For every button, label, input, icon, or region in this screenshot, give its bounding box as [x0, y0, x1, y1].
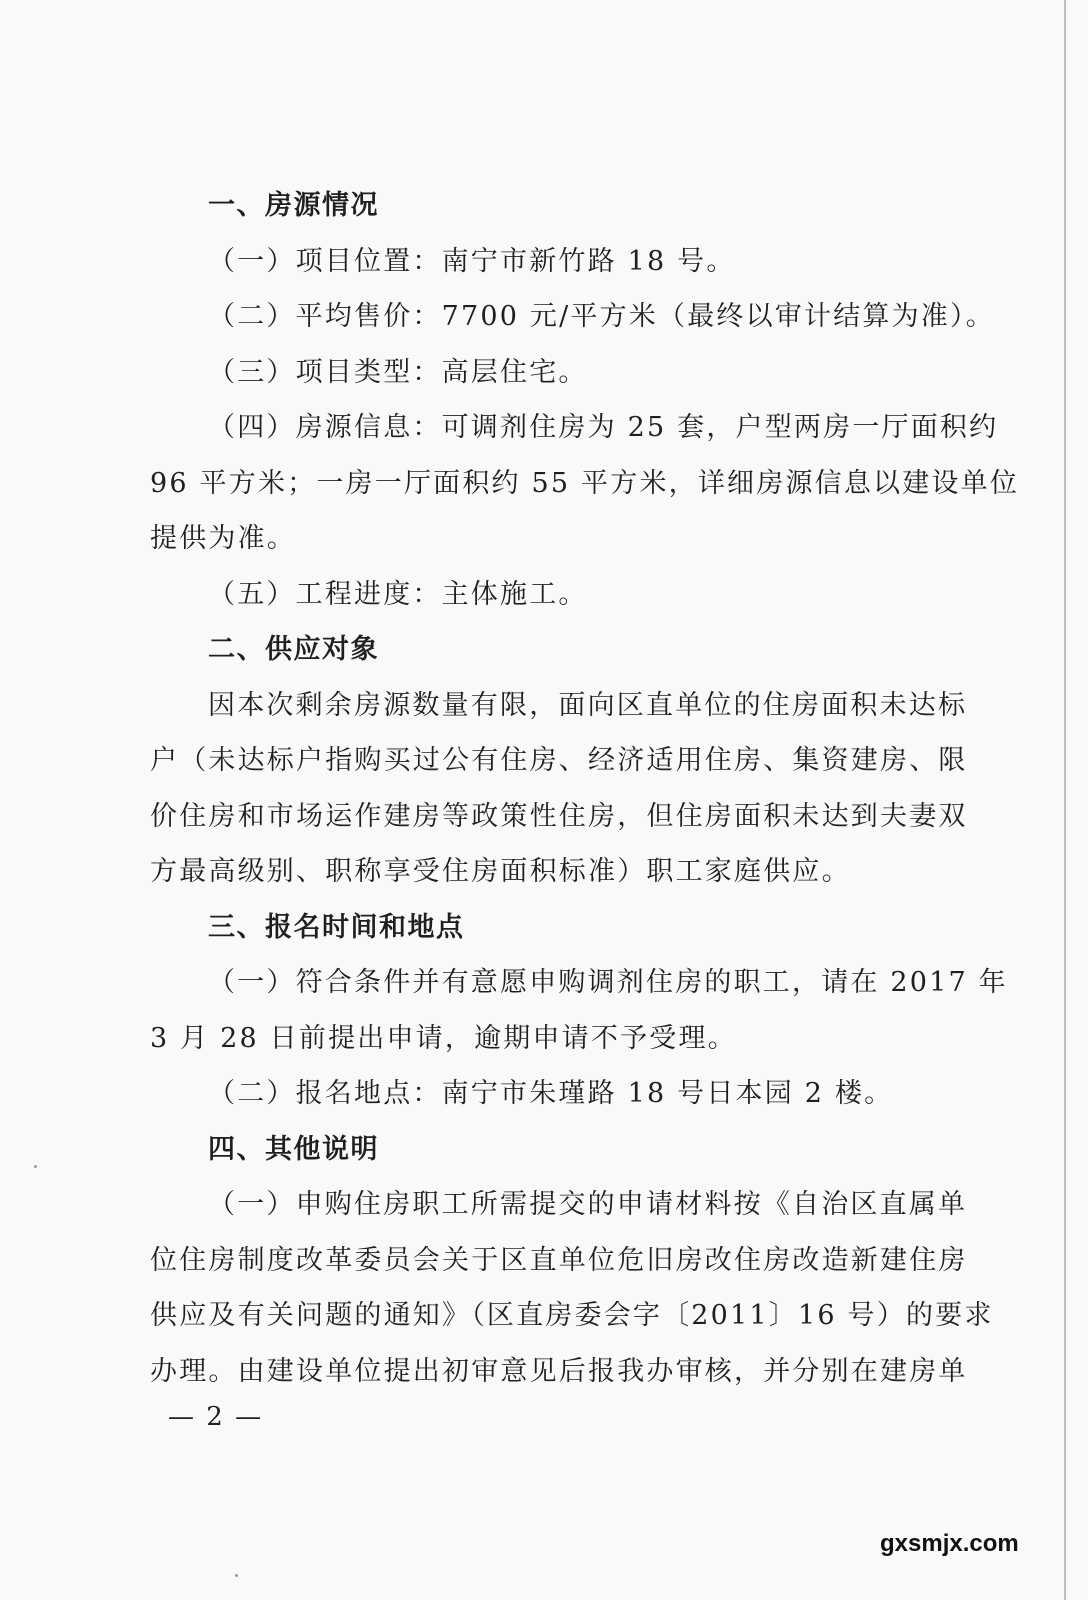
paragraph-line: 提供为准。 [150, 523, 296, 554]
paragraph-line: 方最高级别、职称享受住房面积标准）职工家庭供应。 [150, 856, 851, 887]
section-heading: 一、房源情况 [208, 190, 379, 221]
paragraph-line: 3 月 28 日前提出申请，逾期申请不予受理。 [150, 1022, 737, 1054]
section-heading: 三、报名时间和地点 [208, 911, 465, 943]
paragraph-line: （一）符合条件并有意愿申购调剂住房的职工，请在 2017 年 [208, 967, 1008, 998]
paragraph-line: 96 平方米；一房一厅面积约 55 平方米，详细房源信息以建设单位 [150, 467, 1020, 499]
paragraph-line: 办理。由建设单位提出初审意见后报我办审核，并分别在建房单 [150, 1355, 968, 1387]
paragraph-line: （一）申购住房职工所需提交的申请材料按《自治区直属单 [208, 1189, 968, 1220]
watermark: gxsmjx.com [880, 1530, 1019, 1557]
section-heading: 二、供应对象 [208, 634, 379, 665]
paragraph-line: 因本次剩余房源数量有限，面向区直单位的住房面积未达标 [208, 689, 968, 721]
paragraph-line: 位住房制度改革委员会关于区直单位危旧房改住房改造新建住房 [150, 1244, 968, 1276]
paragraph-line: （一）项目位置：南宁市新竹路 18 号。 [208, 245, 736, 277]
paragraph-line: （二）平均售价：7700 元/平方米（最终以审计结算为准）。 [208, 301, 995, 332]
paragraph-line: 价住房和市场运作建房等政策性住房，但住房面积未达到夫妻双 [150, 800, 968, 832]
scan-speck [34, 1165, 37, 1168]
scan-speck [235, 1574, 238, 1577]
paragraph-line: 户（未达标户指购买过公有住房、经济适用住房、集资建房、限 [150, 745, 968, 776]
section-heading: 四、其他说明 [208, 1133, 379, 1165]
paragraph-line: 供应及有关问题的通知》（区直房委会字〔2011〕16 号）的要求 [150, 1300, 994, 1331]
paragraph-line: （二）报名地点：南宁市朱瑾路 18 号日本园 2 楼。 [208, 1078, 894, 1109]
scan-edge-line [1064, 0, 1066, 1600]
document-body [150, 178, 1020, 1399]
paragraph-line: （四）房源信息：可调剂住房为 25 套，户型两房一厅面积约 [208, 412, 999, 443]
paragraph-line: （三）项目类型：高层住宅。 [208, 356, 588, 388]
page-number: — 2 — [168, 1402, 264, 1432]
paragraph-line: （五）工程进度：主体施工。 [208, 578, 588, 610]
